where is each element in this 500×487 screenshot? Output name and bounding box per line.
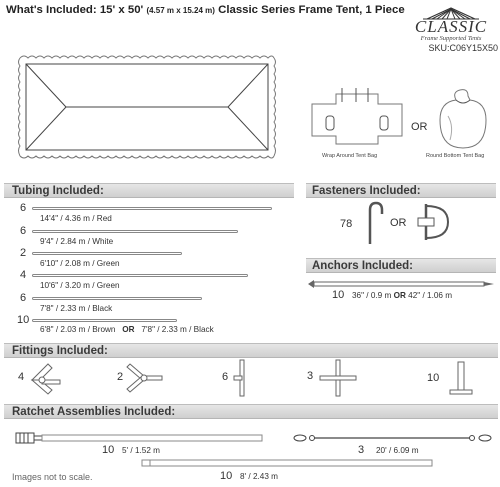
tube-label: 7'8" / 2.33 m / Black xyxy=(40,304,113,313)
anchors-or: OR xyxy=(393,291,406,300)
ratchet-qty: 3 xyxy=(358,444,365,456)
anchors-label-b: 42" / 1.06 m xyxy=(408,291,453,300)
ratchet-qty: 10 xyxy=(220,470,233,482)
ratchet-strap-icon xyxy=(14,430,264,446)
tube-qty: 2 xyxy=(20,247,27,259)
brand-word: CLASSIC xyxy=(414,17,488,36)
tubing-heading-bar xyxy=(4,183,294,198)
tube-label: 9'4" / 2.84 m / White xyxy=(40,237,114,246)
pole-icon xyxy=(140,458,436,468)
fitting-qty: 2 xyxy=(117,371,124,383)
fasteners-heading: Fasteners Included: xyxy=(312,185,421,197)
title-main-b: Classic Series Frame Tent, 1 Piece xyxy=(218,4,405,16)
fittings-heading-bar xyxy=(4,343,498,358)
title-metric: (4.57 m x 15.24 m) xyxy=(146,6,215,15)
round-bag-caption: Round Bottom Tent Bag xyxy=(426,153,485,159)
tube-label-dual xyxy=(40,325,214,334)
fitting-qty: 10 xyxy=(427,372,440,384)
tube-label: 14'4" / 4.36 m / Red xyxy=(40,214,112,223)
cotter-pin-icon xyxy=(414,200,454,245)
anchors-heading: Anchors Included: xyxy=(312,260,413,272)
tube-bar-white xyxy=(32,230,238,233)
ratchet-label: 20' / 6.09 m xyxy=(376,446,419,455)
page-title xyxy=(6,4,405,16)
tube-bar-green-short xyxy=(32,252,182,255)
tube-bar-black xyxy=(32,297,202,300)
fitting-angled-icon xyxy=(28,360,64,396)
ratchet-label: 8' / 2.43 m xyxy=(240,472,278,481)
stake-pin-icon xyxy=(360,200,390,245)
round-bottom-bag-icon xyxy=(434,86,492,152)
foot-plate-icon xyxy=(448,358,476,398)
tube-label-b: 7'8" / 2.33 m / Black xyxy=(141,325,214,334)
fitting-cross-icon xyxy=(318,358,358,398)
tube-bar-green-long xyxy=(32,274,248,277)
brand-tagline: Frame Supported Tents xyxy=(420,35,482,42)
tube-label: 6'10" / 2.08 m / Green xyxy=(40,259,120,268)
ratchets-heading: Ratchet Assemblies Included: xyxy=(12,406,176,418)
tube-bar-brown xyxy=(32,319,177,322)
fitting-qty: 4 xyxy=(18,371,25,383)
wrap-around-bag-icon xyxy=(298,88,408,148)
anchors-heading-bar xyxy=(306,258,496,273)
ratchet-qty: 10 xyxy=(102,444,115,456)
fasteners-or: OR xyxy=(390,217,407,229)
tent-top-icon xyxy=(16,52,278,162)
fasteners-qty: 78 xyxy=(340,218,353,230)
tube-bar-red xyxy=(32,207,272,210)
cable-icon xyxy=(290,430,496,446)
tube-qty: 6 xyxy=(20,292,27,304)
footer-note: Images not to scale. xyxy=(12,472,93,482)
wrap-bag-caption: Wrap Around Tent Bag xyxy=(322,153,378,159)
tube-qty: 10 xyxy=(17,314,30,326)
brand-logo xyxy=(405,6,497,46)
anchors-label-a: 36" / 0.9 m xyxy=(352,291,392,300)
bag-or-label: OR xyxy=(411,121,428,133)
ratchets-heading-bar xyxy=(4,404,498,419)
tube-or: OR xyxy=(122,325,135,334)
anchors-qty: 10 xyxy=(332,289,345,301)
tube-qty: 6 xyxy=(20,225,27,237)
title-main-a: What's Included: 15' x 50' xyxy=(6,4,144,16)
anchors-label xyxy=(352,291,452,300)
fittings-heading: Fittings Included: xyxy=(12,345,108,357)
fitting-y-icon xyxy=(126,360,164,396)
tubing-heading: Tubing Included: xyxy=(12,185,104,197)
tube-qty: 6 xyxy=(20,202,27,214)
fasteners-heading-bar xyxy=(306,183,496,198)
ratchet-label: 5' / 1.52 m xyxy=(122,446,160,455)
tube-label-a: 6'8" / 2.03 m / Brown xyxy=(40,325,116,334)
fitting-qty: 3 xyxy=(307,370,314,382)
fitting-t-icon xyxy=(232,358,252,398)
sku-label: SKU:C06Y15X50 xyxy=(428,43,498,53)
tube-qty: 4 xyxy=(20,269,27,281)
tube-label: 10'6" / 3.20 m / Green xyxy=(40,281,120,290)
fitting-qty: 6 xyxy=(222,371,229,383)
